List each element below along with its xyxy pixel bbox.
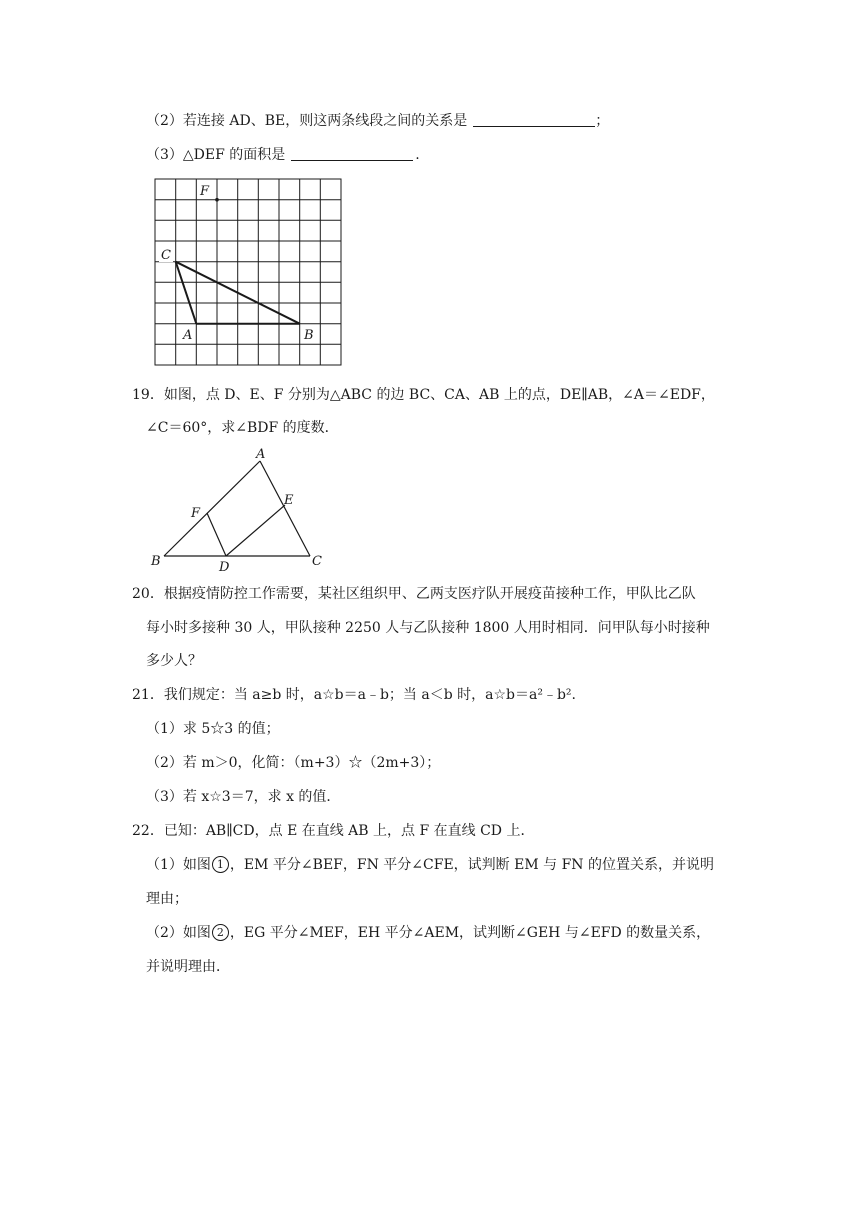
q21-line1: 21．我们规定：当 a≥b 时，a☆b＝a﹣b；当 a＜b 时，a☆b＝a²﹣b². — [132, 687, 576, 703]
label-b: B — [304, 328, 314, 343]
q18-part3-text: （3）△DEF 的面积是 — [146, 147, 286, 163]
segment-df — [207, 513, 226, 556]
q22-part1 — [146, 855, 714, 875]
label-c: C — [312, 554, 322, 569]
label-e: E — [284, 493, 294, 508]
q19-line1: 19．如图，点 D、E、F 分别为△ABC 的边 BC、CA、AB 上的点，DE∥AB，∠A＝∠EDF， — [132, 387, 715, 403]
side-ab — [164, 461, 260, 556]
label-b: B — [151, 554, 161, 569]
q21-part1: （1）求 5☆3 的值； — [146, 721, 280, 737]
q18-part3 — [146, 145, 420, 165]
q18-part3-end: . — [415, 147, 420, 163]
q18-part2-end: ； — [595, 113, 610, 129]
q18-grid-figure — [150, 174, 350, 374]
figure-1-circle-number: 1 — [212, 856, 229, 873]
q22-part1-body: ，EM 平分∠BEF，FN 平分∠CFE，试判断 EM 与 FN 的位置关系，并说明 — [229, 857, 714, 873]
q21-part2: （2）若 m＞0，化简：（m+3）☆（2m+3）； — [146, 755, 441, 771]
q22-part1-cont: 理由； — [146, 891, 188, 907]
q21-part3: （3）若 x☆3＝7，求 x 的值． — [146, 789, 341, 805]
q19-line2: ∠C＝60°，求∠BDF 的度数． — [146, 420, 339, 436]
q20-line3: 多少人？ — [146, 653, 202, 669]
point-f-dot — [215, 198, 219, 202]
q18-part2-blank[interactable] — [473, 112, 595, 127]
figure-2-circle-number: 2 — [212, 924, 229, 941]
label-c: C — [161, 248, 171, 263]
q22-part2-cont: 并说明理由． — [146, 959, 230, 975]
label-f: F — [191, 506, 201, 521]
q20-line1: 20．根据疫情防控工作需要，某社区组织甲、乙两支医疗队开展疫苗接种工作，甲队比乙队 — [132, 586, 696, 602]
q22-line1: 22．已知：AB∥CD，点 E 在直线 AB 上，点 F 在直线 CD 上． — [132, 823, 535, 839]
q19-triangle-figure — [148, 444, 333, 574]
q22-part2-prefix: （2）如图 — [146, 925, 211, 941]
label-a: A — [183, 328, 193, 343]
q18-part3-blank[interactable] — [291, 146, 413, 161]
q20-line2: 每小时多接种 30 人，甲队接种 2250 人与乙队接种 1800 人用时相同．问甲队每小时接种 — [146, 620, 710, 636]
segment-de — [226, 505, 285, 556]
q18-part2 — [146, 111, 609, 131]
label-a: A — [256, 447, 266, 462]
q22-part2-body: ，EG 平分∠MEF，EH 平分∠AEM，试判断∠GEH 与∠EFD 的数量关系， — [229, 925, 711, 941]
q22-part1-prefix: （1）如图 — [146, 857, 211, 873]
side-ac — [260, 461, 310, 556]
q22-part2 — [146, 923, 710, 943]
label-d: D — [219, 560, 230, 574]
label-f: F — [200, 184, 210, 199]
q18-part2-text: （2）若连接 AD、BE，则这两条线段之间的关系是 — [146, 113, 468, 129]
